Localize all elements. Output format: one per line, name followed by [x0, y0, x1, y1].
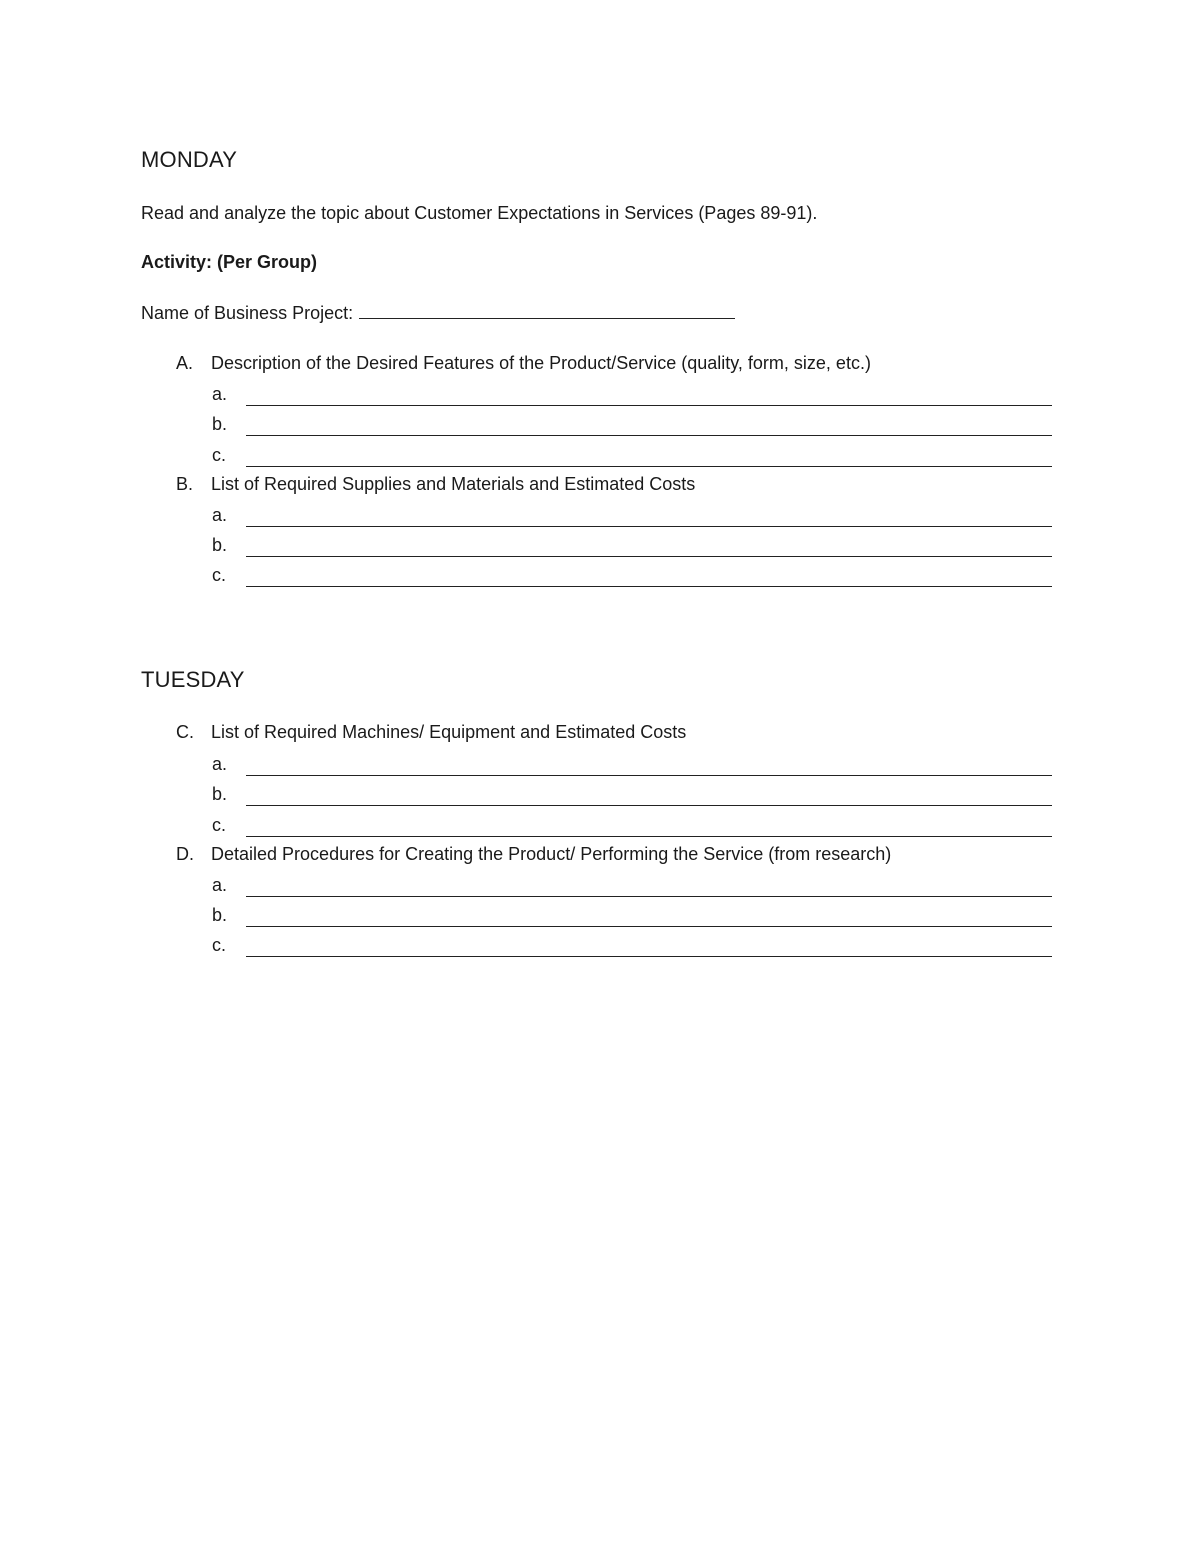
item-letter: c. — [212, 935, 227, 955]
item-letter: c. — [212, 445, 227, 465]
item-letter: b. — [212, 784, 228, 804]
business-project-line — [141, 303, 735, 324]
item-letter: a. — [212, 505, 228, 525]
monday-heading: MONDAY — [141, 147, 238, 172]
section-b-item-c[interactable] — [212, 565, 1052, 587]
business-project-label: Name of Business Project: — [141, 303, 354, 323]
section-b-item-b[interactable] — [212, 535, 1052, 557]
answer-blank[interactable] — [246, 896, 1052, 897]
activity-label: Activity: (Per Group) — [141, 252, 318, 272]
section-a-item-b[interactable] — [212, 414, 1052, 436]
item-letter: a. — [212, 875, 228, 895]
answer-blank[interactable] — [246, 586, 1052, 587]
section-d-letter: D. — [176, 844, 194, 864]
answer-blank[interactable] — [246, 405, 1052, 406]
answer-blank[interactable] — [246, 556, 1052, 557]
item-letter: a. — [212, 384, 228, 404]
section-d-item-b[interactable] — [212, 905, 1052, 927]
section-d — [176, 844, 891, 865]
answer-blank[interactable] — [246, 466, 1052, 467]
section-d-item-a[interactable] — [212, 875, 1052, 897]
section-b-letter: B. — [176, 474, 194, 494]
item-letter: b. — [212, 905, 228, 925]
tuesday-heading: TUESDAY — [141, 667, 245, 692]
monday-instruction: Read and analyze the topic about Customer Expectations in Services (Pages 89-91). — [141, 203, 818, 223]
answer-blank[interactable] — [246, 775, 1052, 776]
item-letter: a. — [212, 754, 228, 774]
section-c — [176, 722, 686, 743]
section-b-title: List of Required Supplies and Materials and Estimated Costs — [211, 474, 696, 494]
section-c-title: List of Required Machines/ Equipment and Estimated Costs — [211, 722, 687, 742]
answer-blank[interactable] — [246, 836, 1052, 837]
section-d-item-c[interactable] — [212, 935, 1052, 957]
answer-blank[interactable] — [246, 526, 1052, 527]
section-a-title: Description of the Desired Features of the Product/Service (quality, form, size, etc.) — [211, 353, 871, 373]
item-letter: c. — [212, 815, 227, 835]
item-letter: c. — [212, 565, 227, 585]
section-a-item-a[interactable] — [212, 384, 1052, 406]
section-d-title: Detailed Procedures for Creating the Product/ Performing the Service (from research) — [211, 844, 892, 864]
answer-blank[interactable] — [246, 805, 1052, 806]
section-c-item-a[interactable] — [212, 754, 1052, 776]
section-b-item-a[interactable] — [212, 505, 1052, 527]
answer-blank[interactable] — [246, 926, 1052, 927]
section-a — [176, 353, 871, 374]
section-c-item-b[interactable] — [212, 784, 1052, 806]
answer-blank[interactable] — [246, 435, 1052, 436]
item-letter: b. — [212, 414, 228, 434]
section-c-item-c[interactable] — [212, 815, 1052, 837]
business-project-blank[interactable] — [359, 304, 735, 319]
item-letter: b. — [212, 535, 228, 555]
section-c-letter: C. — [176, 722, 194, 742]
section-b — [176, 474, 695, 495]
answer-blank[interactable] — [246, 956, 1052, 957]
section-a-item-c[interactable] — [212, 445, 1052, 467]
section-a-letter: A. — [176, 353, 194, 373]
